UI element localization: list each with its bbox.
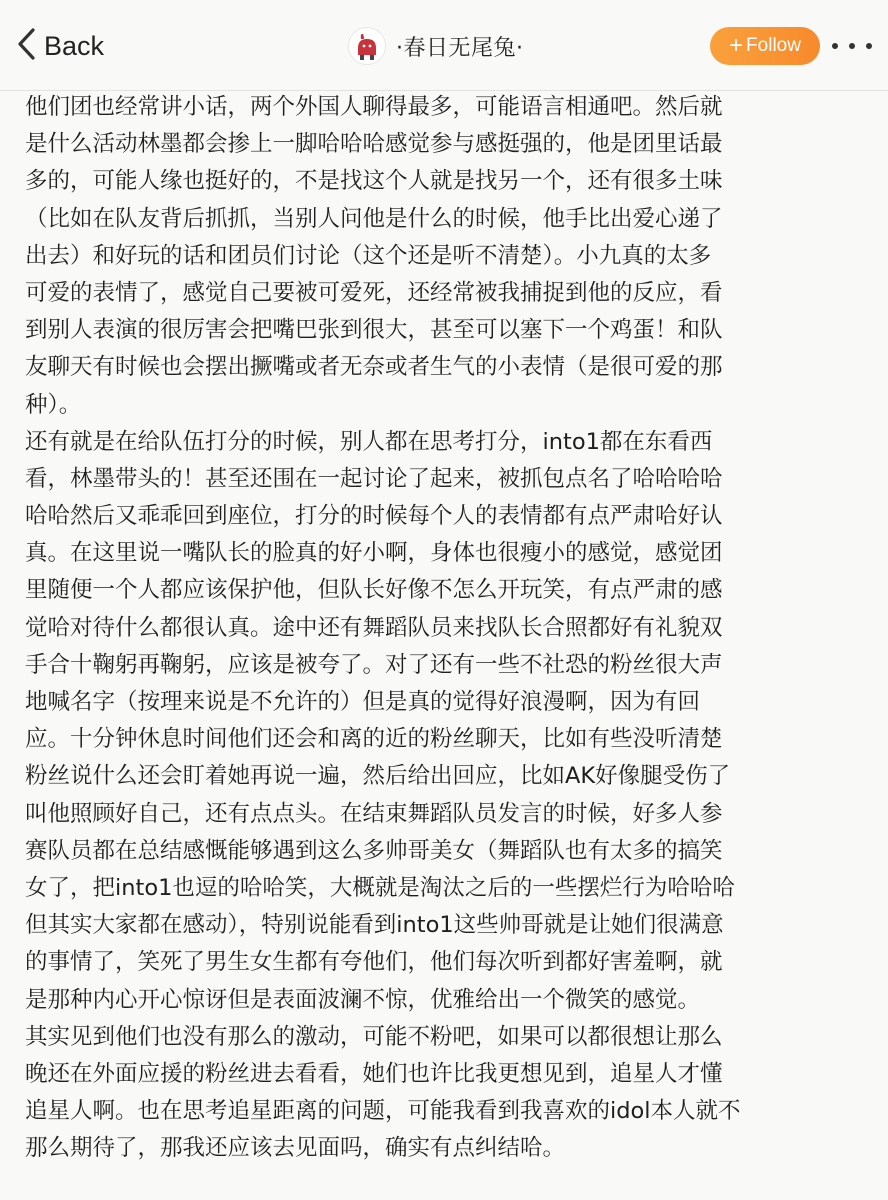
article-line: 多的，可能人缘也挺好的，不是找这个人就是找另一个，还有很多土味: [25, 168, 723, 195]
more-options-button[interactable]: [832, 34, 872, 58]
article-line: 到别人表演的很厉害会把嘴巴张到很大，甚至可以塞下一个鸡蛋！和队: [25, 317, 723, 344]
article-line: 晚还在外面应援的粉丝进去看看，她们也许比我更想见到，追星人才懂: [25, 1060, 723, 1087]
article-line: 是什么活动林墨都会掺上一脚哈哈哈感觉参与感挺强的，他是团里话最: [25, 131, 723, 158]
article-line: 其实见到他们也没有那么的激动，可能不粉吧，如果可以都很想让那么: [25, 1023, 723, 1050]
article-line: 哈哈然后又乖乖回到座位，打分的时候每个人的表情都有点严肃哈好认: [25, 503, 723, 530]
avatar[interactable]: [348, 27, 386, 65]
article-line: 还有就是在给队伍打分的时候，别人都在思考打分，into1都在东看西: [25, 428, 713, 455]
article-line: 地喊名字（按理来说是不允许的）但是真的觉得好浪漫啊，因为有回: [25, 689, 701, 715]
article-line: 里随便一个人都应该保护他，但队长好像不怎么开玩笑，有点严肃的感: [25, 577, 723, 604]
article-line: 是那种内心开心惊讶但是表面波澜不惊，优雅给出一个微笑的感觉。: [25, 986, 701, 1013]
article-line: 种）。: [25, 391, 82, 418]
article-line: （比如在队友背后抓抓，当别人问他是什么的时候，他手比出爱心递了: [25, 205, 723, 232]
more-dots-icon: [849, 43, 855, 49]
article-line: 真。在这里说一嘴队长的脸真的好小啊，身体也很瘦小的感觉，感觉团: [25, 540, 723, 567]
follow-label: Follow: [746, 35, 801, 56]
article-line: 那么期待了，那我还应该去见面吗，确实有点纠结哈。: [25, 1135, 566, 1162]
back-button[interactable]: [16, 26, 104, 66]
article-line: 觉哈对待什么都很认真。途中还有舞蹈队员来找队长合照都好有礼貌双: [25, 614, 723, 641]
article-line: 叫他照顾好自己，还有点点头。在结束舞蹈队员发言的时候，好多人参: [25, 800, 723, 827]
top-nav-bar: [0, 0, 888, 91]
plus-icon: +: [729, 32, 744, 59]
article-line: 可爱的表情了，感觉自己要被可爱死，还经常被我捕捉到他的反应，看: [25, 279, 723, 306]
article-line: 手合十鞠躬再鞠躬，应该是被夸了。对了还有一些不社恐的粉丝很大声: [25, 651, 723, 678]
account-name: ·春日无尾兔·: [396, 35, 524, 61]
article-line: 追星人啊。也在思考追星距离的问题，可能我看到我喜欢的idol本人就不: [25, 1098, 741, 1125]
article-line: 友聊天有时候也会摆出撅嘴或者无奈或者生气的小表情（是很可爱的那: [25, 354, 723, 381]
more-dots-icon: [866, 43, 872, 49]
article-line: 女了，把into1也逗的哈哈笑，大概就是淘汰之后的一些摆烂行为哈哈哈: [25, 874, 735, 901]
follow-button[interactable]: [710, 27, 820, 65]
article-line: 的事情了，笑死了男生女生都有夸他们，他们每次听到都好害羞啊，就: [25, 949, 723, 976]
article-line: 赛队员都在总结感慨能够遇到这么多帅哥美女（舞蹈队也有太多的搞笑: [25, 837, 723, 864]
article-line: 应。十分钟休息时间他们还会和离的近的粉丝聊天，比如有些没听清楚: [25, 726, 723, 753]
article-line: 他们团也经常讲小话，两个外国人聊得最多，可能语言相通吧。然后就: [25, 94, 723, 120]
more-dots-icon: [832, 43, 838, 49]
article-line: 出去）和好玩的话和团员们讨论（这个还是听不清楚）。小九真的太多: [25, 242, 712, 269]
article-line: 看，林墨带头的！甚至还围在一起讨论了起来，被抓包点名了哈哈哈哈: [25, 465, 723, 492]
account-title[interactable]: [348, 26, 524, 66]
article-line: 粉丝说什么还会盯着她再说一遍，然后给出回应，比如AK好像腿受伤了: [25, 763, 731, 790]
chevron-left-icon: [16, 27, 38, 65]
back-label: Back: [44, 30, 105, 61]
article-line: 但其实大家都在感动），特别说能看到into1这些帅哥就是让她们很满意: [25, 912, 724, 939]
article-body: [25, 89, 875, 1167]
